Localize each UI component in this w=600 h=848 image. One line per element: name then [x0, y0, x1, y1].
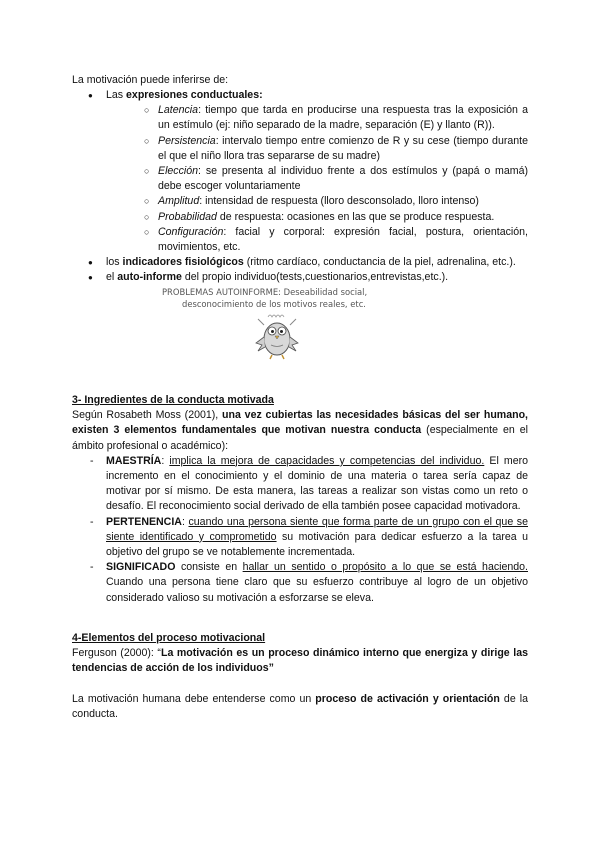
item-text: Las	[106, 89, 127, 101]
section-paragraph	[72, 408, 528, 454]
ingredient-text: su motivación para dedicar esfuerzo a la tarea u objetivo del grupo se ve notablemente incrementada.	[106, 530, 528, 559]
ingredient-key: implica la mejora de capacidades y competencias del individuo.	[169, 454, 485, 467]
para-text: (especialmente en el ámbito profesional o académico):	[72, 424, 528, 452]
term: Elección	[158, 165, 199, 178]
quote-text: Ferguson (2000): “	[72, 647, 161, 660]
para-text: Según Rosabeth Moss (2001),	[72, 409, 223, 422]
term: Amplitud	[158, 195, 200, 208]
section-heading	[72, 393, 528, 408]
ingredient-key: cuando una persona siente que forma parte de un grupo con el que se siente identificado y comprometido	[106, 515, 528, 543]
section-4	[72, 631, 528, 722]
quote-bold: La motivación es un proceso dinámico interno que energiza y dirige las tendencias de acción de los individuos”	[72, 647, 528, 675]
autoinforme-image	[162, 286, 392, 361]
para-bold: una vez cubiertas las necesidades básicas del ser humano, existen 3 elementos fundamentales que motivan nuestra conducta	[72, 409, 528, 437]
heading-text: 4-Elementos del proceso motivacional	[72, 632, 266, 644]
section-paragraph	[72, 692, 528, 722]
sub-item-persistencia	[106, 134, 528, 164]
list-item-fisiologicos	[72, 255, 528, 270]
term: Latencia	[158, 104, 199, 117]
ingredient-text: El mero incremento en el conocimiento y el dominio de una materia o tarea sería capaz de motivar por sí mismo. De esta manera, las tareas a realizar son vistas como un reto o desafío. El reconocimiento social derivado de ella también posee capacidad motivadora.	[106, 454, 529, 513]
para-text: de la conducta.	[72, 692, 528, 720]
definition: : intensidad de respuesta (lloro desconsolado, lloro intenso)	[199, 195, 479, 208]
definition: : se presenta al individuo frente a dos estímulos y (papá o mamá) debe escoger voluntariamente	[158, 165, 528, 193]
ingredient-title: MAESTRÍA	[106, 454, 162, 467]
para-text: La motivación humana debe entenderse como un	[72, 692, 316, 705]
sub-list	[106, 103, 528, 255]
intro-line: La motivación puede inferirse de:	[72, 74, 229, 86]
ingredient-key: hallar un sentido o propósito a lo que se está haciendo.	[242, 561, 528, 574]
sub-item-amplitud	[106, 194, 528, 209]
item-text: el	[106, 271, 118, 284]
ingredient-sep: :	[181, 515, 189, 528]
ingredient-title: SIGNIFICADO	[106, 561, 176, 574]
item-bold: indicadores fisiológicos	[122, 256, 244, 269]
sub-item-eleccion	[106, 164, 528, 194]
term: Persistencia	[158, 134, 216, 147]
item-bold: auto-informe	[117, 271, 182, 284]
item-bold: expresiones conductuales:	[126, 89, 263, 101]
ferguson-quote	[72, 646, 528, 676]
ingredient-sep: consiste en	[175, 561, 243, 574]
image-caption: PROBLEMAS AUTOINFORME: Deseabilidad social,	[162, 286, 368, 297]
item-text: los	[106, 256, 123, 269]
ingredient-maestria	[72, 454, 528, 515]
ingredient-sep: :	[161, 454, 170, 467]
sub-item-configuracion	[106, 225, 528, 255]
heading-text: 3- Ingredientes de la conducta motivada	[72, 394, 274, 406]
definition: de respuesta: ocasiones en las que se produce respuesta.	[216, 210, 495, 223]
ingredient-list	[72, 454, 528, 606]
list-item-autoinforme	[72, 270, 528, 360]
inference-list	[72, 88, 528, 361]
definition: : intervalo tiempo entre comienzo de R y su cese (tiempo durante el que el niño llora tras separarse de su madre)	[158, 134, 528, 162]
term: Configuración	[158, 225, 224, 238]
ingredient-pertenencia	[72, 515, 528, 561]
item-text: del propio individuo(tests,cuestionarios,entrevistas,etc.).	[181, 271, 449, 284]
sub-item-latencia	[106, 103, 528, 133]
ingredient-significado	[72, 560, 528, 606]
sub-item-probabilidad	[106, 210, 528, 225]
section-heading	[72, 631, 528, 646]
confused-owl-icon	[254, 311, 300, 361]
para-bold: proceso de activación y orientación	[315, 692, 500, 705]
definition: : facial y corporal: expresión facial, postura, orientación, movimientos, etc.	[158, 225, 528, 254]
ingredient-text: Cuando una persona tiene claro que su esfuerzo contribuye al logro de un objetivo considerado valioso su motivación a esforzarse se eleva.	[106, 576, 528, 604]
section-3	[72, 393, 528, 606]
term: Probabilidad	[158, 210, 217, 223]
list-item-conductual	[72, 88, 528, 255]
ingredient-title: PERTENENCIA	[106, 515, 182, 528]
item-text: (ritmo cardíaco, conductancia de la piel, adrenalina, etc.).	[243, 256, 516, 269]
definition: : tiempo que tarda en producirse una respuesta tras la exposición a un estímulo (ej: niño separado de la madre, separación (E) y llanto (R)).	[158, 104, 528, 132]
image-caption: desconocimiento de los motivos reales, etc.	[182, 298, 366, 309]
